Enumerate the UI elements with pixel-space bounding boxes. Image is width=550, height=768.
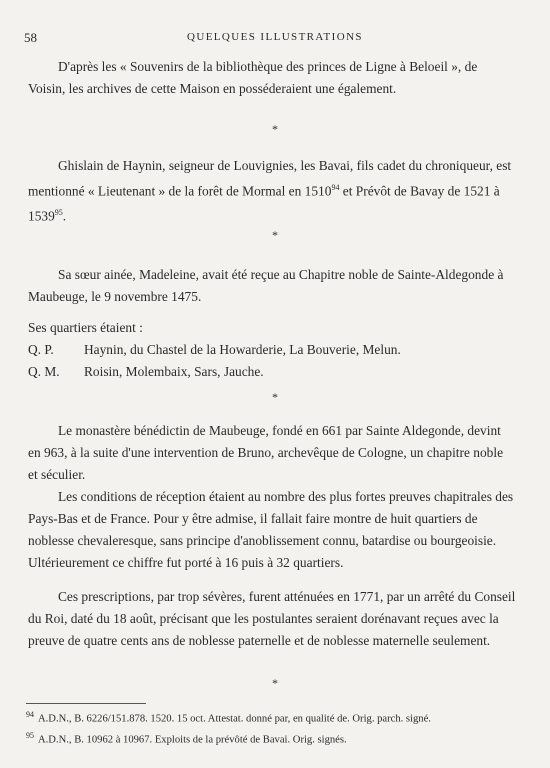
footnote-text: A.D.N., B. 10962 à 10967. Exploits de la prévôté de Bavai. Orig. signés. xyxy=(38,734,347,746)
footnote-94 xyxy=(26,707,521,728)
footnote-text: A.D.N., B. 6226/151.878. 1520. 15 oct. Attestat. donné par, en qualité de. Orig. parch. signé. xyxy=(38,713,431,725)
paragraph-voisin: D'après les « Souvenirs de la bibliothèque des princes de Ligne à Beloeil », de Voisin, les archives de cette Maison en posséderaient une également. xyxy=(28,59,478,96)
ghislain-text-end: . xyxy=(62,208,67,224)
section-separator-3: * xyxy=(272,390,278,404)
quarter-names: Roisin, Molembaix, Sars, Jauche. xyxy=(84,364,264,379)
quarters-intro: Ses quartiers étaient : xyxy=(28,320,143,335)
section-separator-4: * xyxy=(272,676,278,690)
page-number: 58 xyxy=(24,30,37,45)
quarter-code: Q. M. xyxy=(28,364,60,379)
section-separator-2: * xyxy=(272,228,278,242)
paragraph-monastery: Le monastère bénédictin de Maubeuge, fondé en 661 par Sainte Aldegonde, devint en 963, à la suite d'une intervention de Bruno, archevêque de Cologne, un chapitre noble et séculier. xyxy=(28,423,504,482)
footnote-ref-95: 95 xyxy=(54,208,63,218)
quarter-code: Q. P. xyxy=(28,342,54,357)
paragraph-madeleine: Sa sœur ainée, Madeleine, avait été reçue au Chapitre noble de Sainte-Aldegonde à Maubeuge, le 9 novembre 1475. xyxy=(28,267,504,304)
paragraph-ghislain xyxy=(28,155,516,228)
ghislain-text: Ghislain de Haynin, seigneur de Louvignies, les Bavai, fils cadet du chroniqueur, est mentionné « Lieutenant » de la forêt de Mormal en 1510 xyxy=(28,158,512,199)
footnote-number: 95 xyxy=(26,730,34,740)
quarter-names: Haynin, du Chastel de la Howarderie, La Bouverie, Melun. xyxy=(84,342,401,357)
footnote-ref-94: 94 xyxy=(331,183,340,192)
paragraph-prescriptions: Ces prescriptions, par trop sévères, furent atténuées en 1771, par un arrêté du Conseil du Roi, daté du 18 août, précisant que les postulantes seraient dorénavant reçues avec la preuve de quatre cents ans de noblesse paternelle et de noblesse maternelle seulement. xyxy=(28,589,516,648)
page-header xyxy=(24,30,524,50)
footnote-95 xyxy=(26,728,521,749)
footnotes xyxy=(26,707,521,748)
running-title: QUELQUES ILLUSTRATIONS xyxy=(187,31,363,43)
paragraph-conditions: Les conditions de réception étaient au nombre des plus fortes preuves chapitrales des Pays-Bas et de France. Pour y être admise, il fallait faire montre de huit quartiers de noblesse chevaleresque, sans principe d'anoblissement connu, batardise ou bourgeoisie. Ultérieurement ce chiffre fut porté à 16 puis à 32 quartiers. xyxy=(28,489,514,570)
section-separator-1: * xyxy=(272,122,278,136)
quarter-row-maternal xyxy=(28,361,516,383)
quarters-block xyxy=(28,317,516,383)
quarter-row-paternal xyxy=(28,339,516,361)
footnote-rule xyxy=(26,703,146,704)
footnote-number: 94 xyxy=(26,710,34,719)
ghislain-text-mid: et Prévôt de Bavay de 1521 à 1539 xyxy=(28,183,500,224)
